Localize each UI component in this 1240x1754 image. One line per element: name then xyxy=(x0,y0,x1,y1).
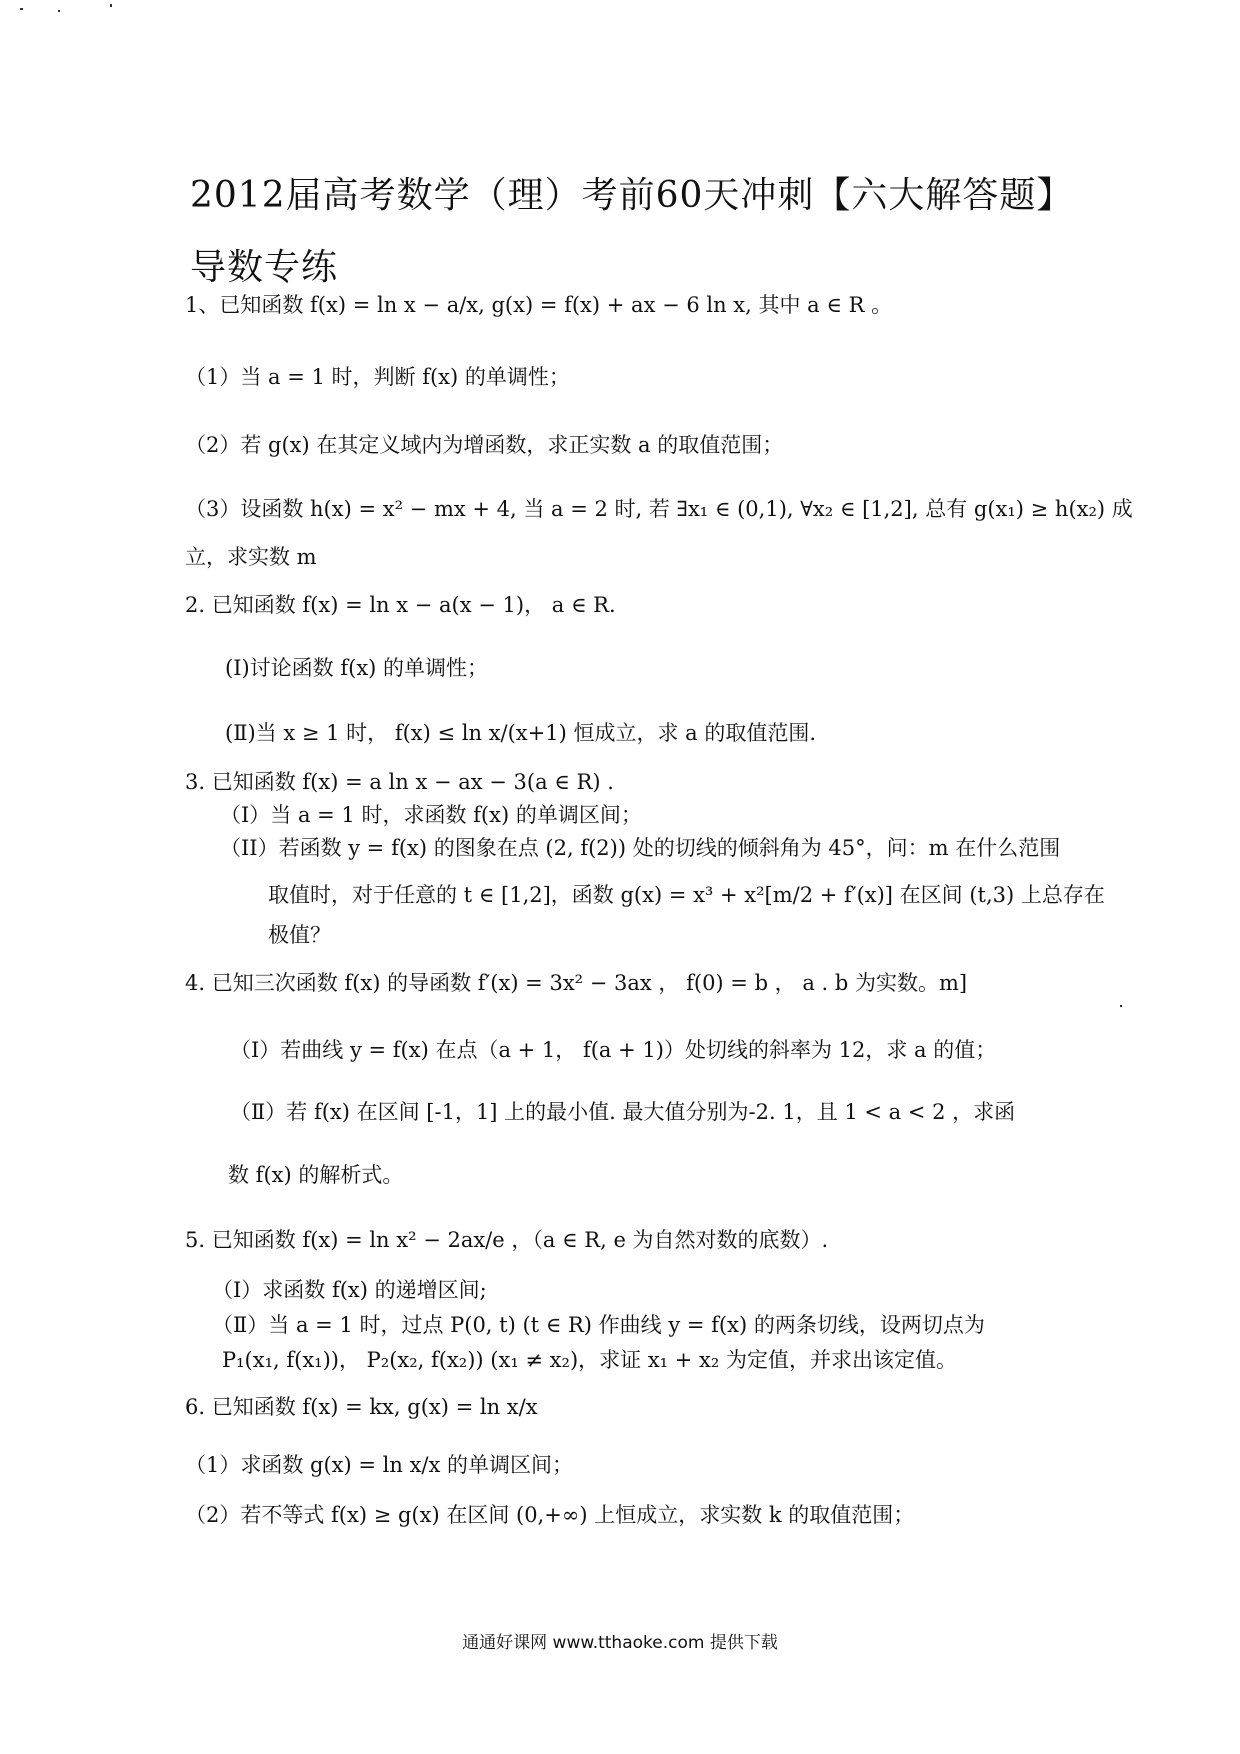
scan-speck xyxy=(1120,1005,1122,1007)
page-footer: 通通好课网 www.tthaoke.com 提供下载 xyxy=(462,1633,778,1653)
q4-part2-line1: （Ⅱ）若 f(x) 在区间 [-1，1] 上的最小值. 最大值分别为-2. 1，且 1 < a < 2 ，求函 xyxy=(230,1100,1016,1124)
q3-part2-line1: （II）若函数 y = f(x) 的图象在点 (2, f(2)) 处的切线的倾斜角为 45°，问：m 在什么范围 xyxy=(220,836,1061,860)
q1-part3-line2: 立，求实数 m xyxy=(185,545,317,569)
q2-part2: (Ⅱ)当 x ≥ 1 时， f(x) ≤ ln x/(x+1) 恒成立，求 a 的取值范围. xyxy=(225,721,817,745)
q5-part2-line2: P₁(x₁, f(x₁))， P₂(x₂, f(x₂)) (x₁ ≠ x₂)，求证 x₁ + x₂ 为定值，并求出该定值。 xyxy=(222,1348,957,1372)
q1-part2: （2）若 g(x) 在其定义域内为增函数，求正实数 a 的取值范围； xyxy=(185,433,784,457)
q6-part1: （1）求函数 g(x) = ln x/x 的单调区间； xyxy=(185,1453,574,1477)
document-title: 2012届高考数学（理）考前60天冲刺【六大解答题】导数专练 xyxy=(190,175,1056,288)
q2-stem: 2. 已知函数 f(x) = ln x − a(x − 1)， a ∈ R. xyxy=(185,593,616,617)
q3-stem: 3. 已知函数 f(x) = a ln x − ax − 3(a ∈ R) . xyxy=(185,770,614,794)
q6-part2: （2）若不等式 f(x) ≥ g(x) 在区间 (0,+∞) 上恒成立，求实数 k 的取值范围； xyxy=(185,1503,915,1527)
q1-part3-line1: （3）设函数 h(x) = x² − mx + 4, 当 a = 2 时, 若 ∃x₁ ∈ (0,1), ∀x₂ ∈ [1,2], 总有 g(x₁) ≥ h(x₂) 成 xyxy=(185,497,1133,521)
scan-speck xyxy=(20,8,23,10)
q1-part1: （1）当 a = 1 时，判断 f(x) 的单调性； xyxy=(185,365,570,389)
scan-speck xyxy=(110,4,112,7)
q1-stem: 1、已知函数 f(x) = ln x − a/x, g(x) = f(x) + ax − 6 ln x, 其中 a ∈ R 。 xyxy=(185,293,893,317)
q6-stem: 6. 已知函数 f(x) = kx, g(x) = ln x/x xyxy=(185,1395,538,1419)
q5-part2-line1: （Ⅱ）当 a = 1 时，过点 P(0, t) (t ∈ R) 作曲线 y = f(x) 的两条切线，设两切点为 xyxy=(212,1313,985,1337)
q4-part2-line2: 数 f(x) 的解析式。 xyxy=(228,1163,404,1187)
q5-stem: 5. 已知函数 f(x) = ln x² − 2ax/e ，（a ∈ R, e 为自然对数的底数）. xyxy=(185,1228,829,1252)
q3-part2-line2: 取值时，对于任意的 t ∈ [1,2]，函数 g(x) = x³ + x²[m/2 + f′(x)] 在区间 (t,3) 上总存在 xyxy=(268,883,1105,907)
q5-part1: （Ⅰ）求函数 f(x) 的递增区间; xyxy=(212,1278,487,1302)
q4-part1: （Ⅰ）若曲线 y = f(x) 在点（a + 1， f(a + 1)）处切线的斜率为 12，求 a 的值； xyxy=(230,1038,997,1062)
q3-part1: （I）当 a = 1 时，求函数 f(x) 的单调区间； xyxy=(220,803,642,827)
scan-speck xyxy=(58,10,60,12)
q4-stem: 4. 已知三次函数 f(x) 的导函数 f′(x) = 3x² − 3ax ， f(0) = b ， a . b 为实数。m] xyxy=(185,971,968,995)
q3-part2-line3: 极值？ xyxy=(268,923,331,947)
q2-part1: (Ⅰ)讨论函数 f(x) 的单调性； xyxy=(225,656,489,680)
